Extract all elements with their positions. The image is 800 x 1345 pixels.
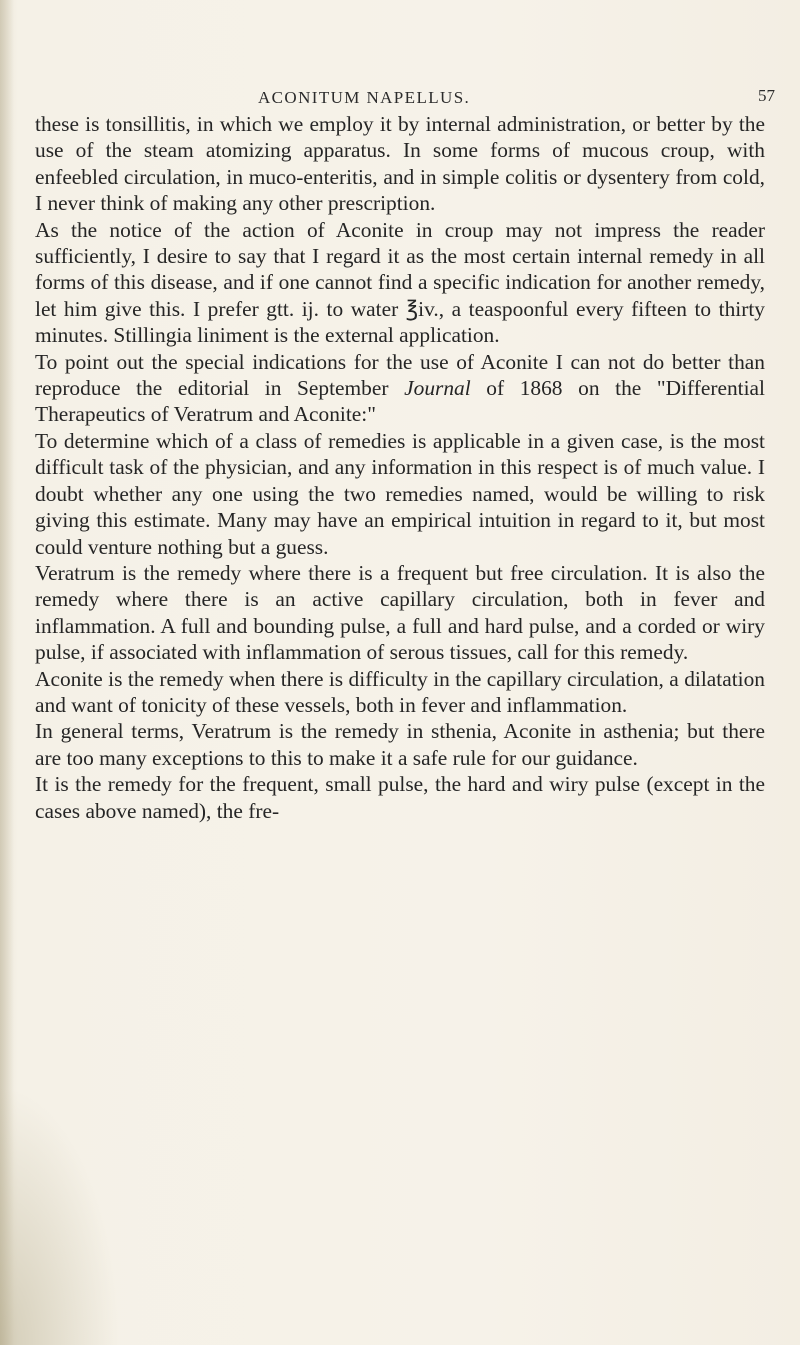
paragraph-1: these is tonsillitis, in which we employ it by internal administration, or better by the use of the steam atomizing apparatus. In some forms of mucous croup, with enfeebled circulation, in muco-enteritis, and in simple colitis or dysentery from cold, I never think of making any other prescription.	[35, 112, 765, 216]
paragraph-3	[35, 349, 765, 428]
page-number: 57	[758, 86, 775, 105]
paragraph-4: To determine which of a class of remedies is applicable in a given case, is the most difficult task of the physician, and any information in this respect is of much value. I doubt whether any one using the two remedies named, would be willing to risk giving this estimate. Many may have an empirical intuition in regard to it, but most could venture nothing but a guess.	[35, 428, 765, 559]
paragraph-3-after: of 1868 on the "Differential Therapeutics of Veratrum and Aconite:"	[35, 376, 765, 427]
body-text	[35, 111, 765, 824]
page-stain	[0, 1085, 120, 1345]
paragraph-5: Veratrum is the remedy where there is a frequent but free circulation. It is also the remedy where there is an active capillary circulation, both in fever and inflammation. A full and bounding pulse, a full and hard pulse, and a corded or wiry pulse, if associated with inflammation of serous tissues, call for this remedy.	[35, 560, 765, 665]
page-header	[0, 88, 800, 112]
paragraph-3-before: To point out the special indications for the use of Aconite I can not do better than reproduce the editorial in September	[35, 349, 765, 401]
paragraph-8: It is the remedy for the frequent, small pulse, the hard and wiry pulse (except in the cases above named), the fre-	[35, 772, 765, 823]
paragraph-6: Aconite is the remedy when there is difficulty in the capillary circulation, a dilatation and want of tonicity of these vessels, both in fever and inflammation.	[35, 666, 765, 717]
running-head: ACONITUM NAPELLUS.	[258, 88, 471, 107]
paragraph-2: As the notice of the action of Aconite in croup may not impress the reader sufficiently, I desire to say that I regard it as the most certain internal remedy in all forms of this disease, and if one cannot find a specific indication for another remedy, let him give this. I prefer gtt. ij. to water ℥iv., a teaspoonful every fifteen to thirty minutes. Stillingia liniment is the external application.	[35, 217, 765, 348]
journal-italic: Journal	[404, 376, 471, 401]
paragraph-7: In general terms, Veratrum is the remedy in sthenia, Aconite in asthenia; but there are too many exceptions to this to make it a safe rule for our guidance.	[35, 719, 765, 770]
